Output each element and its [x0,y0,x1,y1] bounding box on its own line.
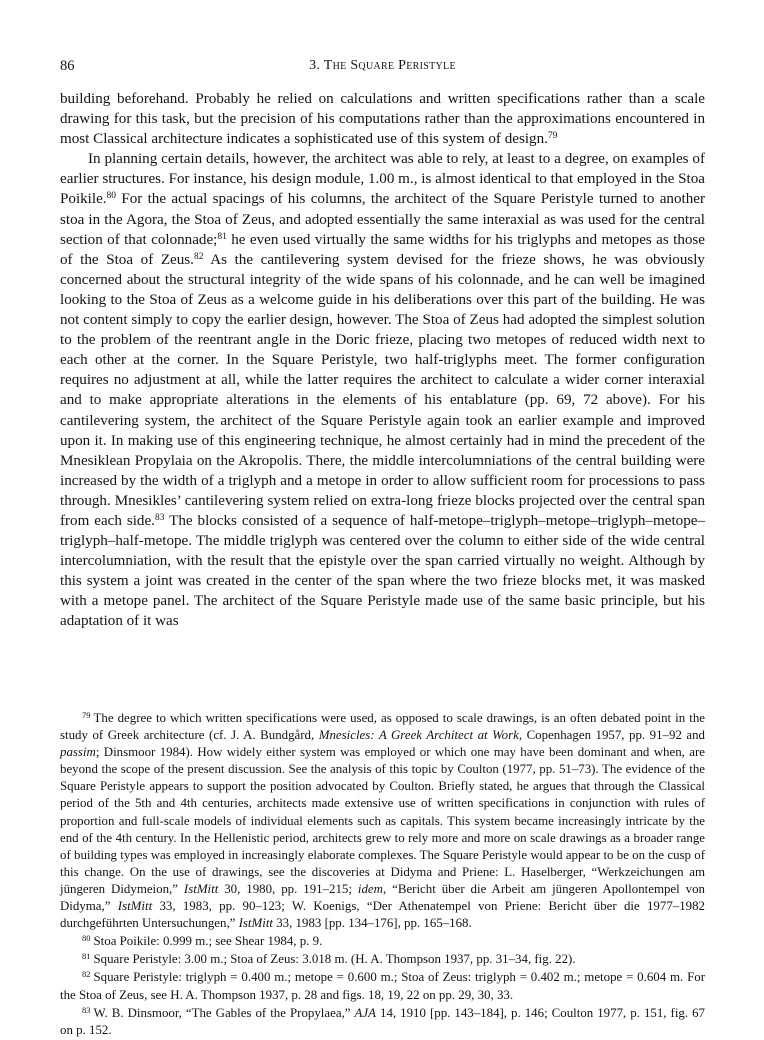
footnote-italic-term: idem [357,881,383,896]
footnote-82 [60,969,705,1003]
footnote-text: W. B. Dinsmoor, “The Gables of the Propylaea,” [93,1005,355,1020]
main-text [60,89,705,632]
footnote-ref-80[interactable]: 80 [106,191,117,202]
footnote-number: 80 [82,933,91,944]
footnote-text: The degree to which written specifications were used, as opposed to scale drawings, is an often debated point in the study of Greek architecture (cf. J. A. Bundgård, [60,711,705,743]
footnote-number: 81 [82,951,91,962]
footnote-ref-82[interactable]: 82 [193,251,204,262]
footnote-text: 33, 1983 [pp. 134–176], pp. 165–168. [273,916,472,931]
paragraph-1-text: building beforehand. Probably he relied on calculations and written specifications rather than a scale drawing for this task, but the precision of his computations rather than the approximations encountered in most Classical architecture indicates a sophisticated use of this system of design. [60,91,705,148]
footnotes [60,710,705,1040]
footnote-number: 79 [82,710,91,720]
footnote-text: Square Peristyle: 3.00 m.; Stoa of Zeus: 3.018 m. (H. A. Thompson 1937, pp. 31–34, fig. 22). [93,952,576,967]
paragraph-2-text-2: For the actual spacings of his columns, the architect of the Square Peristyle turned to another stoa in the Agora, the Stoa of Zeus, and adopted essentially the same interaxial as was used for the central section of that colonnade; [60,191,705,248]
footnote-italic-journal: IstMitt [117,899,153,914]
footnote-text: 33, 1983, pp. 90–123; W. Koenigs, “Der Athenatempel von Priene: Bericht über die 1977–1982 durchgeführten Untersuchungen,” [60,899,705,931]
footnote-text: Stoa Poikile: 0.999 m.; see Shear 1984, p. 9. [93,934,323,949]
footnote-80 [60,933,705,950]
footnote-ref-79[interactable]: 79 [547,131,558,142]
paragraph-2-text-4: As the cantilevering system devised for the frieze shows, he was obviously concerned about the structural integrity of the wide spans of his colonnade, and he can well be imagined looking to the Stoa of Zeus as a welcome guide in his deliberations over this part of the building. He was not content simply to copy the earlier design, however. The Stoa of Zeus had adopted the simplest solution to the problem of the reentrant angle in the Doric frieze, placing two metopes of reduced width next to each other at the corner. In the Square Peristyle, two half-triglyphs meet. The former configuration requires no adjustment at all, while the latter requires the architect to calculate a wider corner interaxial and to make appropriate alterations in the elements of his entablature (pp. 69, 72 above). For his cantilevering system, the architect of the Square Peristyle again took an earlier example and improved upon it. In making use of this engineering technique, he almost certainly had in mind the precedent of the Mnesiklean Propylaia on the Akropolis. There, the middle intercolumniations of the central building were increased by the width of a triglyph and a metope in order to allow sufficient room for processions to pass through. Mnesikles’ cantilevering system relied on extra-long frieze blocks projected over the central span from each side. [60,251,705,529]
footnote-ref-83[interactable]: 83 [154,512,165,523]
footnote-79 [60,710,705,932]
page-header [60,58,705,78]
footnote-italic-journal: AJA [354,1005,376,1020]
footnote-ref-81[interactable]: 81 [217,231,227,242]
paragraph-2 [60,149,705,631]
footnote-italic-journal: IstMitt [183,881,219,896]
paragraph-2-text-5: The blocks consisted of a sequence of half-metope–triglyph–metope–triglyph–metope–triglyph–half-metope. The middle triglyph was centered over the column to either side of the wide central intercolumniation, with the result that the epistyle over the span carried virtually no weight. Although by this system a joint was created in the center of the span where the two frieze blocks met, it was masked with a metope panel. The architect of the Square Peristyle made use of the same basic principle, but his adaptation of it was [60,512,705,630]
footnote-text: , “Bericht über die Arbeit am jüngeren Apollontempel von Didyma,” [60,881,706,914]
footnote-81 [60,951,705,968]
footnote-number: 83 [82,1004,91,1015]
paragraph-2-text-1: In planning certain details, however, the architect was able to rely, at least to a degree, on examples of earlier structures. For instance, his design module, 1.00 m., is almost identical to that employed in the Stoa Poikile. [60,151,705,208]
footnote-text: 14, 1910 [pp. 143–184], p. 146; Coulton 1977, p. 151, fig. 67 on p. 152. [60,1005,705,1037]
footnote-italic-term: passim [60,745,96,760]
footnote-italic-title: Mnesicles: A Greek Architect at Work [318,728,519,743]
footnote-text: 30, 1980, pp. 191–215; [218,881,358,896]
footnote-number: 82 [82,969,91,980]
paragraph-1 [60,89,705,149]
footnote-text: , Copenhagen 1957, pp. 91–92 and [518,728,706,743]
page-number: 86 [60,58,75,74]
footnote-text: Square Peristyle: triglyph = 0.400 m.; metope = 0.600 m.; Stoa of Zeus: triglyph = 0.402 m.; metope = 0.604 m. For the Stoa of Zeus, see H. A. Thompson 1937, p. 28 and figs. 18, 19, 22 on pp. 29, 30, 33. [60,970,705,1002]
running-head: 3. The Square Peristyle [309,58,456,73]
footnote-83 [60,1005,705,1039]
footnote-text: ; Dinsmoor 1984). How widely either system was employed or which one may have been dominant and when, are beyond the scope of the present discussion. See the analysis of this topic by Coulton (1977, pp. 51–73). The evidence of the Square Peristyle appears to support the position advocated by Coulton. Briefly stated, he argues that through the Classical period of the 5th and 4th centuries, architects made extensive use of written specifications in conjunction with rules of proportion and full-scale models of individual elements such as capitals. This system became increasingly intricate by the end of the 4th century. In the Hellenistic period, architects grew to rely more and more on scale drawings as a broader range of building types was employed in increasingly elaborate complexes. The Square Peristyle would appear to be on the cusp of this change. On the use of drawings, see the discoveries at Didyma and Priene: L. Haselberger, “Werkzeichungen am jüngeren Didymeion,” [60,745,705,896]
footnote-italic-journal: IstMitt [238,916,273,931]
paragraph-2-text-3: he even used virtually the same widths for his triglyphs and metopes as those of the Stoa of Zeus. [60,231,705,268]
